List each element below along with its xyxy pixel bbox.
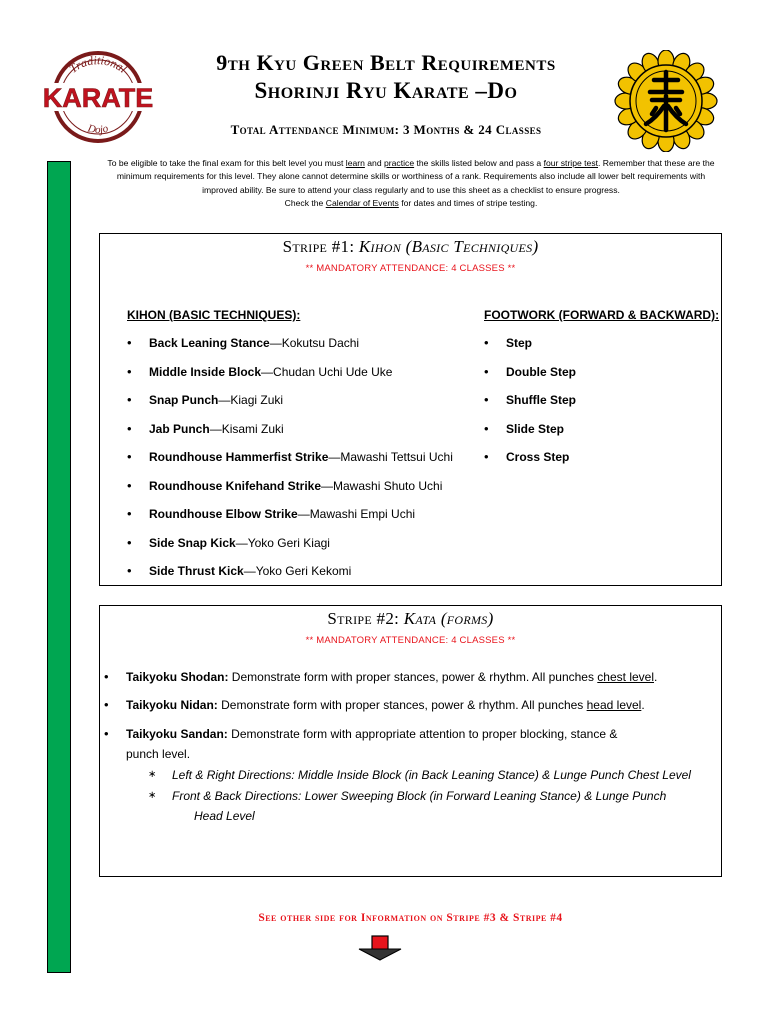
stripe-2-section <box>99 605 722 877</box>
intro-paragraph: To be eligible to take the final exam for this belt level you must learn and practice the skills listed below and pass a four stripe test. Remember that these are the minimum requirements for this level. They alone cannot determine skills or worthiness of a rank. Requirements also include all lower belt requirements with improved ability. Be sure to attend your class regularly and to use this sheet as a checklist to ensure progress. Check the Calendar of Events for dates and times of stripe testing. <box>107 158 715 208</box>
red-down-arrow-icon <box>357 935 403 961</box>
footwork-item: • Shuffle Step <box>484 392 577 407</box>
bullet: • <box>104 726 109 741</box>
stripe-1-section <box>99 233 722 586</box>
kihon-item: • Jab Punch—Kisami Zuki <box>127 420 284 436</box>
see-other-side-note: See other side for Information on Stripe #3 & Stripe #4 <box>258 912 563 924</box>
page-title: 9th Kyu Green Belt Requirements <box>216 50 556 75</box>
bullet: • <box>104 669 109 684</box>
bullet: • <box>127 477 132 493</box>
page-subtitle: Shorinji Ryu Karate –Do <box>254 78 518 103</box>
logo-bottom-text: Dojo <box>86 122 110 137</box>
kihon-item: • Side Thrust Kick—Yoko Geri Kekomi <box>127 563 352 578</box>
bullet: • <box>127 363 132 379</box>
kihon-item: • Side Snap Kick—Yoko Geri Kiagi <box>127 534 330 550</box>
attendance-minimum: Total Attendance Minimum: 3 Months & 24 Classes <box>230 122 542 137</box>
bullet: • <box>127 335 132 350</box>
four-stripe-test-text: four stripe test <box>543 158 599 168</box>
kihon-item: • Roundhouse Hammerfist Strike—Mawashi Tettsui Uchi <box>127 449 453 464</box>
learn-link-text: learn <box>345 158 365 168</box>
green-belt-bar <box>47 161 71 973</box>
bullet: • <box>484 335 489 350</box>
kihon-item: • Roundhouse Knifehand Strike—Mawashi Shuto Uchi <box>127 477 443 493</box>
kihon-item: • Roundhouse Elbow Strike—Mawashi Empi Uchi <box>127 506 416 521</box>
bullet: • <box>127 449 132 464</box>
bullet: • <box>484 449 489 464</box>
kata-nidan: • Taikyoku Nidan: Demonstrate form with proper stances, power & rhythm. All punches head level. <box>104 695 714 715</box>
footwork-header: FOOTWORK (FORWARD & BACKWARD): <box>484 308 720 322</box>
logo-top-text: Traditional <box>66 53 130 76</box>
traditional-karate-dojo-logo <box>38 50 158 145</box>
bullet: • <box>127 392 132 407</box>
bullet: • <box>127 563 132 578</box>
stripe-1-mandatory: ** MANDATORY ATTENDANCE: 4 CLASSES ** <box>305 263 516 274</box>
kata-sandan-sub-2: ∗ Front & Back Directions: Lower Sweeping Block (in Forward Leaning Stance) & Lunge Punch Head Level <box>148 789 667 823</box>
kata-shodan: • Taikyoku Shodan: Demonstrate form with proper stances, power & rhythm. All punches chest level. <box>104 667 714 687</box>
practice-link-text: practice <box>384 158 415 168</box>
svg-text:Dojo <box>85 122 110 136</box>
calendar-of-events-link[interactable]: Calendar of Events <box>325 197 399 208</box>
logo-main-text: KARATE <box>42 83 154 113</box>
footwork-item: • Cross Step <box>484 449 570 464</box>
kihon-item: • Snap Punch—Kiagi Zuki <box>127 392 284 407</box>
kihon-header: KIHON (BASIC TECHNIQUES): <box>127 308 301 322</box>
bullet: • <box>104 697 109 712</box>
gold-chrysanthemum-emblem-icon <box>612 50 720 152</box>
stripe-2-mandatory: ** MANDATORY ATTENDANCE: 4 CLASSES ** <box>305 635 516 646</box>
footwork-item: • Slide Step <box>484 420 565 436</box>
kata-sandan-sub-1: ∗ Left & Right Directions: Middle Inside Block (in Back Leaning Stance) & Lunge Punch Chest Level <box>148 768 691 782</box>
stripe-2-title: Stripe #2: Kata (forms) <box>327 609 494 628</box>
bullet: • <box>484 392 489 407</box>
bullet: • <box>127 506 132 521</box>
footwork-item: • Double Step <box>484 363 577 379</box>
footwork-item: • Step <box>484 335 533 350</box>
bullet: • <box>127 534 132 550</box>
stripe-1-title: Stripe #1: Kihon (Basic Techniques) <box>282 237 539 256</box>
kata-sandan: • Taikyoku Sandan: Demonstrate form with appropriate attention to proper blocking, stance & punch level. <box>104 726 618 761</box>
bullet: • <box>484 420 489 436</box>
kihon-item: • Middle Inside Block—Chudan Uchi Ude Uke <box>127 363 393 379</box>
bullet: • <box>484 363 489 379</box>
kihon-item: • Back Leaning Stance—Kokutsu Dachi <box>127 335 360 350</box>
bullet: • <box>127 420 132 436</box>
